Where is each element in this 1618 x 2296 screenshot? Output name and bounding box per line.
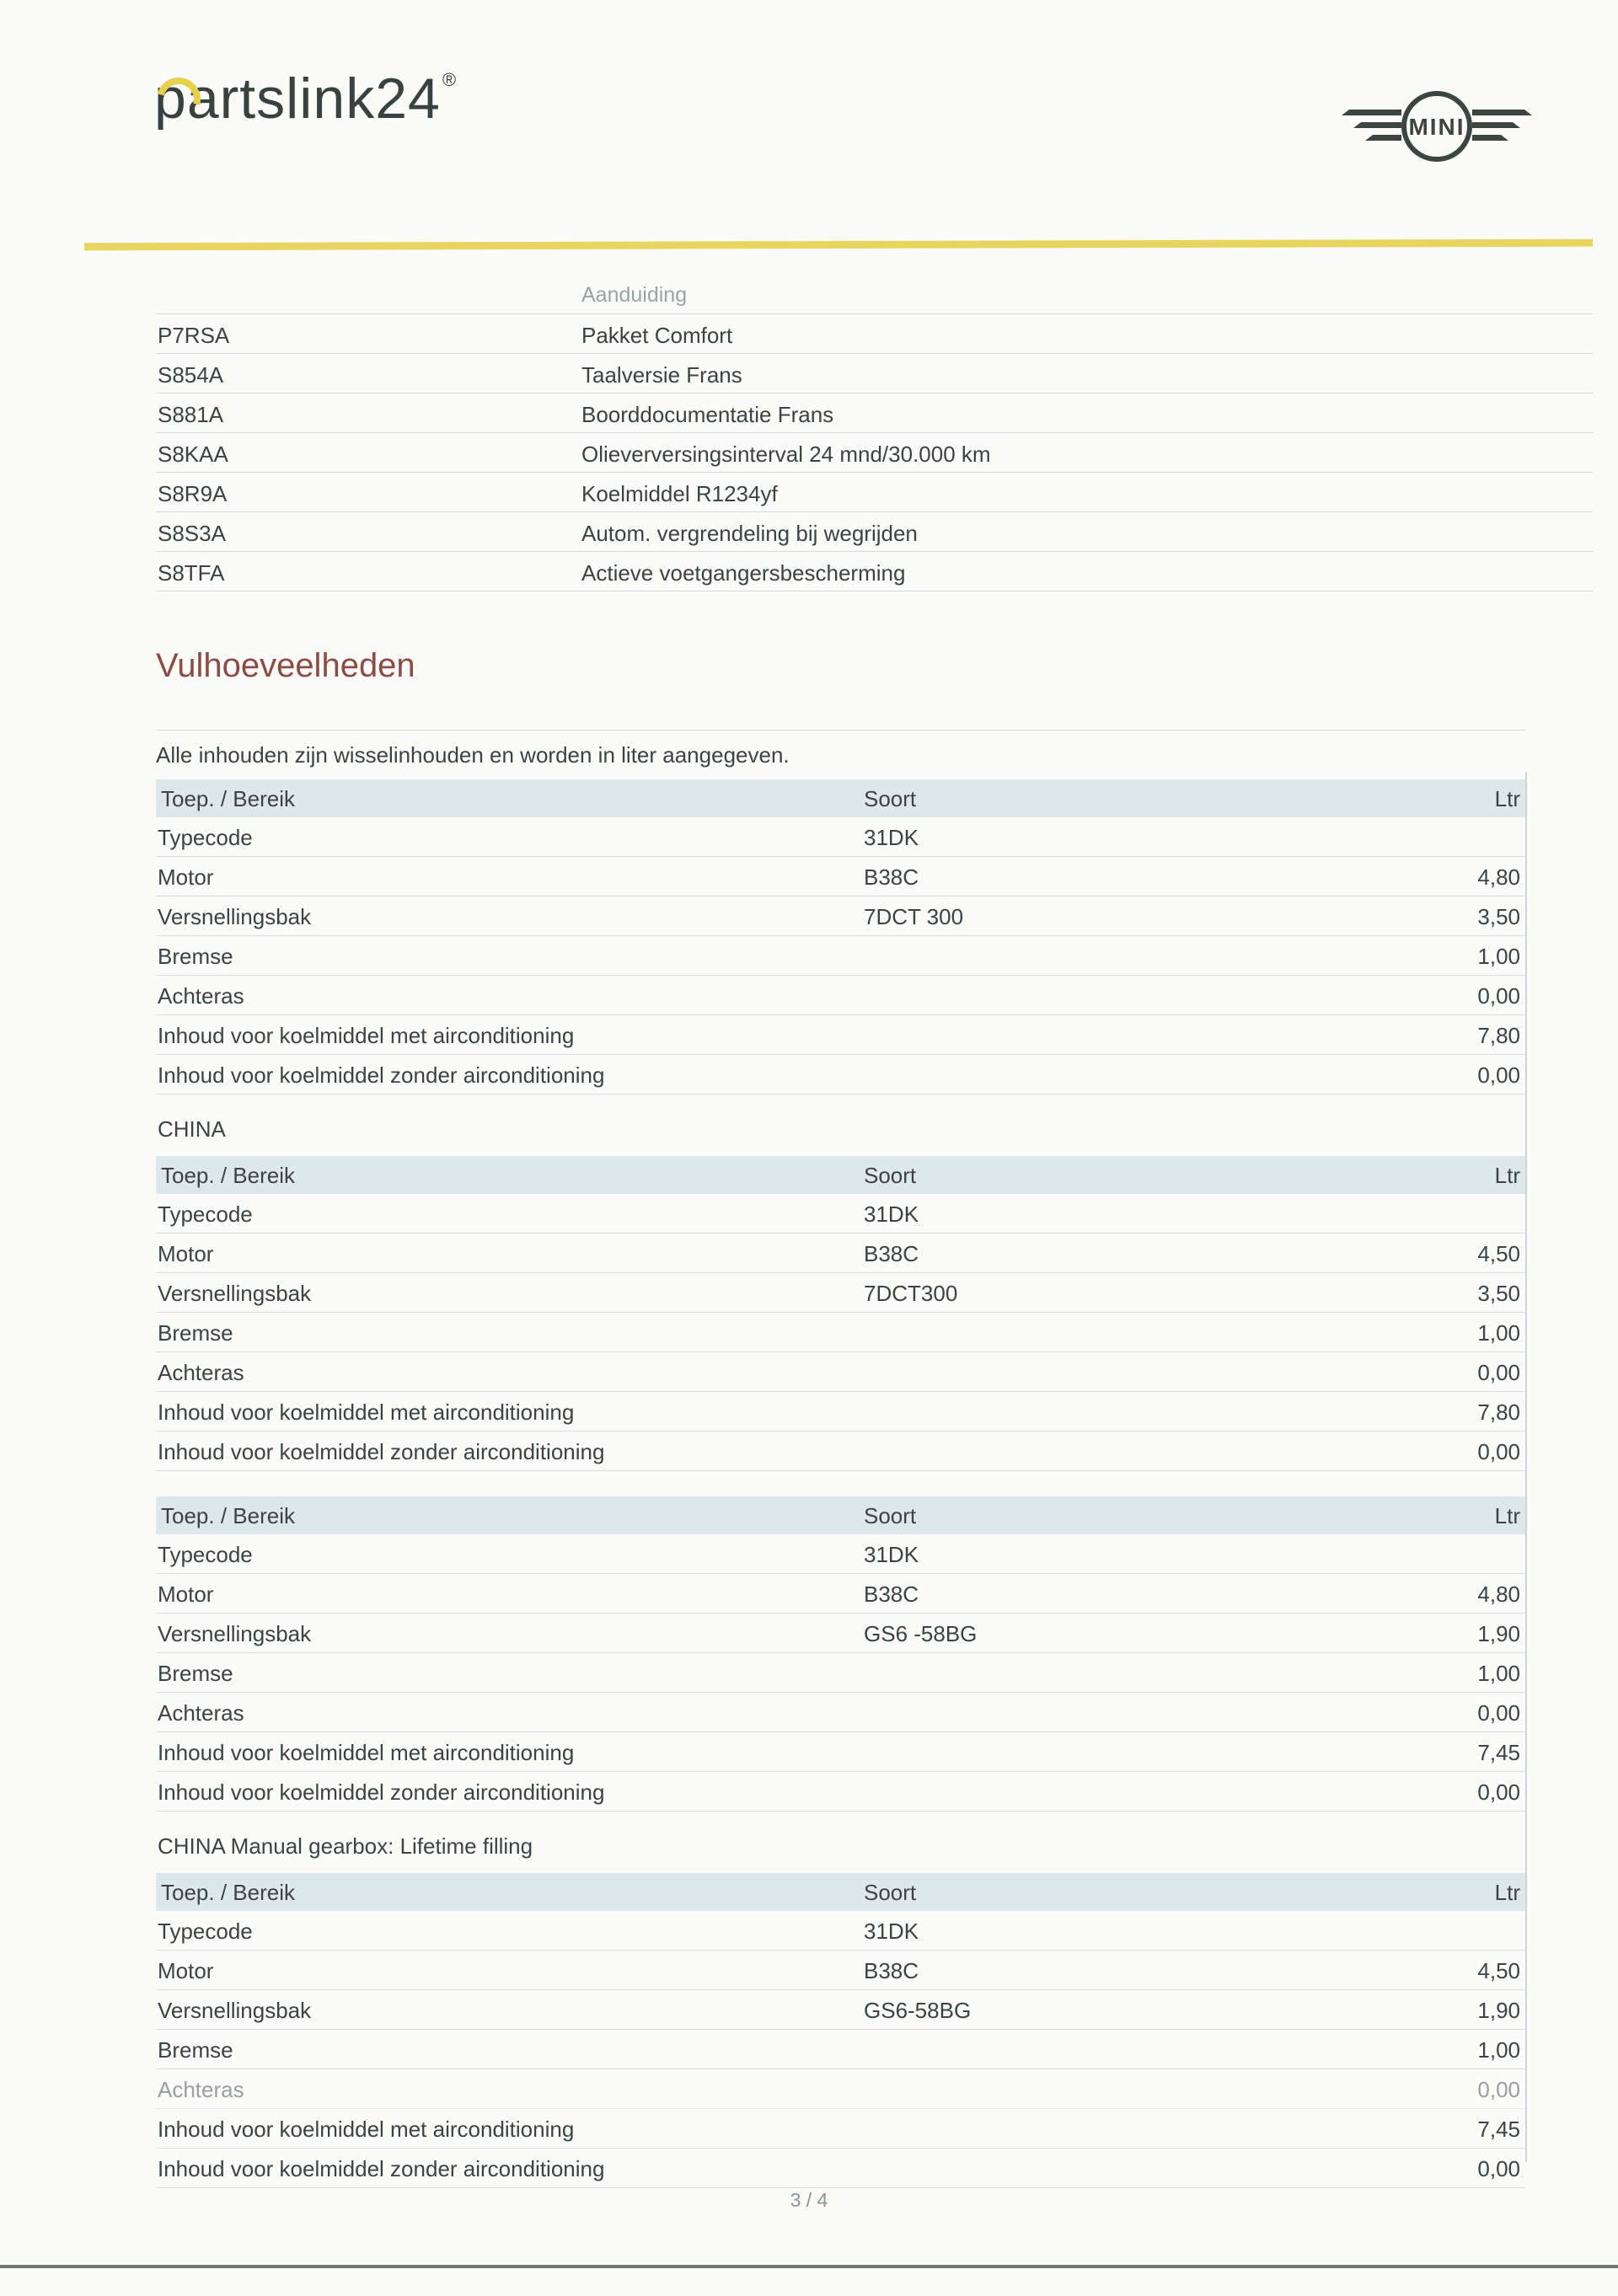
col-header-soort: Soort bbox=[864, 1880, 917, 1905]
table-spacer bbox=[156, 1471, 1593, 1496]
cell-toep: Bremse bbox=[158, 944, 233, 969]
option-code: S881A bbox=[158, 402, 224, 427]
table-section-label: CHINA Manual gearbox: Lifetime filling bbox=[158, 1833, 533, 1859]
option-description: Taalversie Frans bbox=[581, 362, 742, 388]
cell-toep: Achteras bbox=[158, 2077, 244, 2102]
table-row bbox=[156, 1352, 1525, 1392]
table-row bbox=[156, 896, 1525, 936]
cell-toep: Bremse bbox=[158, 1661, 233, 1686]
cell-toep: Motor bbox=[158, 1958, 214, 1983]
table-row bbox=[156, 1015, 1525, 1055]
cell-ltr: 3,50 bbox=[1477, 904, 1520, 929]
cell-toep: Typecode bbox=[158, 1919, 253, 1944]
cell-soort: 31DK bbox=[864, 825, 919, 850]
table-row bbox=[156, 1432, 1525, 1471]
table-row bbox=[156, 1911, 1525, 1951]
col-header-ltr: Ltr bbox=[1494, 786, 1520, 811]
cell-soort: 7DCT300 bbox=[864, 1281, 958, 1306]
cell-soort: GS6-58BG bbox=[864, 1998, 972, 2023]
cell-ltr: 0,00 bbox=[1477, 1062, 1520, 1088]
mini-logo-text: MINI bbox=[1408, 114, 1465, 140]
cell-soort: B38C bbox=[864, 1241, 919, 1266]
cell-ltr: 1,00 bbox=[1477, 1320, 1520, 1346]
cell-toep: Inhoud voor koelmiddel met airconditioning bbox=[158, 1023, 575, 1048]
option-code: S8R9A bbox=[158, 481, 228, 506]
option-description: Actieve voetgangersbescherming bbox=[581, 560, 906, 586]
option-codes-table bbox=[156, 278, 1593, 591]
cell-soort: B38C bbox=[864, 1582, 919, 1607]
table-row bbox=[156, 976, 1525, 1015]
option-description: Autom. vergrendeling bij wegrijden bbox=[581, 521, 918, 546]
col-header-soort: Soort bbox=[864, 1163, 917, 1188]
cell-toep: Inhoud voor koelmiddel zonder airconditioning bbox=[158, 1439, 605, 1464]
table-row bbox=[156, 1951, 1525, 1990]
table-row bbox=[156, 2069, 1525, 2109]
cell-ltr: 0,00 bbox=[1477, 2077, 1520, 2102]
cell-ltr: 7,80 bbox=[1477, 1023, 1520, 1048]
cell-ltr: 0,00 bbox=[1477, 2156, 1520, 2181]
cell-ltr: 7,80 bbox=[1477, 1400, 1520, 1425]
cell-toep: Versnellingsbak bbox=[158, 1621, 312, 1646]
cell-ltr: 7,45 bbox=[1477, 2117, 1520, 2142]
option-row bbox=[156, 354, 1593, 393]
header-divider bbox=[84, 239, 1593, 251]
table-row bbox=[156, 1990, 1525, 2030]
cell-ltr: 0,00 bbox=[1477, 1780, 1520, 1805]
option-row bbox=[156, 552, 1593, 591]
table-row bbox=[156, 1313, 1525, 1352]
col-header-toep: Toep. / Bereik bbox=[161, 1880, 295, 1905]
cell-soort: 31DK bbox=[864, 1919, 919, 1944]
table-row bbox=[156, 1392, 1525, 1432]
option-row bbox=[156, 433, 1593, 473]
table-row bbox=[156, 817, 1525, 857]
option-description: Pakket Comfort bbox=[581, 323, 733, 348]
table-row bbox=[156, 1653, 1525, 1693]
cell-soort: 7DCT 300 bbox=[864, 904, 964, 929]
cell-ltr: 4,50 bbox=[1477, 1958, 1520, 1983]
cell-ltr: 7,45 bbox=[1477, 1740, 1520, 1765]
cell-ltr: 0,00 bbox=[1477, 1360, 1520, 1385]
cell-toep: Versnellingsbak bbox=[158, 1998, 312, 2023]
page-number: 3 / 4 bbox=[790, 2189, 828, 2211]
col-header-toep: Toep. / Bereik bbox=[161, 1503, 295, 1528]
page-content bbox=[156, 278, 1593, 2188]
cell-soort: 31DK bbox=[864, 1202, 919, 1227]
mini-brand-logo bbox=[1336, 78, 1538, 179]
table-row bbox=[156, 2149, 1525, 2188]
option-description: Olieverversingsinterval 24 mnd/30.000 km bbox=[581, 442, 991, 467]
fill-table-header bbox=[156, 1496, 1525, 1534]
cell-toep: Motor bbox=[158, 1241, 214, 1266]
cell-toep: Typecode bbox=[158, 825, 253, 850]
fill-table-header bbox=[156, 1873, 1525, 1911]
option-description: Boorddocumentatie Frans bbox=[581, 402, 834, 427]
option-code: S8TFA bbox=[158, 560, 225, 586]
col-header-toep: Toep. / Bereik bbox=[161, 1163, 295, 1188]
option-description: Koelmiddel R1234yf bbox=[581, 481, 778, 506]
cell-soort: 31DK bbox=[864, 1542, 919, 1567]
table-row bbox=[156, 1534, 1525, 1574]
col-header-ltr: Ltr bbox=[1494, 1503, 1520, 1528]
section-note: Alle inhouden zijn wisselinhouden en worden in liter aangegeven. bbox=[156, 742, 790, 768]
cell-toep: Achteras bbox=[158, 1700, 244, 1726]
fill-table-2 bbox=[156, 1156, 1525, 1471]
cell-toep: Bremse bbox=[158, 2037, 233, 2063]
option-code: S8KAA bbox=[158, 442, 228, 467]
cell-toep: Versnellingsbak bbox=[158, 904, 312, 929]
cell-soort: B38C bbox=[864, 1958, 919, 1983]
cell-toep: Typecode bbox=[158, 1542, 253, 1567]
cell-ltr: 0,00 bbox=[1477, 1700, 1520, 1726]
fill-table-header bbox=[156, 1156, 1525, 1194]
table-row bbox=[156, 1614, 1525, 1653]
table-row bbox=[156, 857, 1525, 896]
table-row bbox=[156, 1772, 1525, 1812]
col-header-toep: Toep. / Bereik bbox=[161, 786, 295, 811]
cell-ltr: 1,90 bbox=[1477, 1621, 1520, 1646]
cell-soort: GS6 -58BG bbox=[864, 1621, 978, 1646]
page-title: Vulhoeveelheden bbox=[156, 647, 415, 684]
cell-ltr: 1,00 bbox=[1477, 944, 1520, 969]
option-table-header bbox=[156, 278, 1593, 314]
cell-ltr: 1,00 bbox=[1477, 1661, 1520, 1686]
table-row bbox=[156, 1693, 1525, 1732]
cell-toep: Typecode bbox=[158, 1202, 253, 1227]
cell-ltr: 1,00 bbox=[1477, 2037, 1520, 2063]
option-row bbox=[156, 473, 1593, 512]
cell-ltr: 3,50 bbox=[1477, 1281, 1520, 1306]
col-header-ltr: Ltr bbox=[1494, 1880, 1520, 1905]
table-row bbox=[156, 2109, 1525, 2149]
cell-toep: Motor bbox=[158, 1582, 214, 1607]
cell-toep: Achteras bbox=[158, 1360, 244, 1385]
cell-toep: Versnellingsbak bbox=[158, 1281, 312, 1306]
cell-soort: B38C bbox=[864, 864, 919, 890]
cell-ltr: 0,00 bbox=[1477, 983, 1520, 1009]
col-header-ltr: Ltr bbox=[1494, 1163, 1520, 1188]
cell-toep: Bremse bbox=[158, 1320, 233, 1346]
option-row bbox=[156, 512, 1593, 552]
col-header-soort: Soort bbox=[864, 1503, 917, 1528]
scan-edge-line bbox=[1525, 772, 1527, 2162]
option-code: P7RSA bbox=[158, 323, 230, 348]
table-row bbox=[156, 1273, 1525, 1313]
fill-table-3 bbox=[156, 1496, 1525, 1812]
option-code: S854A bbox=[158, 362, 224, 388]
cell-toep: Inhoud voor koelmiddel zonder airconditioning bbox=[158, 1062, 605, 1088]
table-row bbox=[156, 1194, 1525, 1234]
col-header-soort: Soort bbox=[864, 786, 917, 811]
option-code: S8S3A bbox=[158, 521, 226, 546]
table-row bbox=[156, 1732, 1525, 1772]
cell-toep: Motor bbox=[158, 864, 214, 890]
cell-ltr: 4,80 bbox=[1477, 864, 1520, 890]
fill-table-4 bbox=[156, 1873, 1525, 2188]
table-row bbox=[156, 2030, 1525, 2069]
table-row bbox=[156, 1574, 1525, 1614]
cell-toep: Achteras bbox=[158, 983, 244, 1009]
partslink24-logo bbox=[154, 66, 457, 131]
fill-table-1 bbox=[156, 779, 1525, 1094]
table-row bbox=[156, 936, 1525, 976]
cell-toep: Inhoud voor koelmiddel met airconditioning bbox=[158, 1400, 575, 1425]
cell-ltr: 1,90 bbox=[1477, 1998, 1520, 2023]
cell-ltr: 4,80 bbox=[1477, 1582, 1520, 1607]
table-section-label: CHINA bbox=[158, 1116, 226, 1142]
section-divider bbox=[156, 730, 1525, 731]
option-row bbox=[156, 393, 1593, 433]
cell-toep: Inhoud voor koelmiddel met airconditioning bbox=[158, 1740, 575, 1765]
fill-table-header bbox=[156, 779, 1525, 817]
option-column-header: Aanduiding bbox=[581, 283, 688, 307]
table-row bbox=[156, 1234, 1525, 1273]
cell-toep: Inhoud voor koelmiddel met airconditioning bbox=[158, 2117, 575, 2142]
cell-ltr: 4,50 bbox=[1477, 1241, 1520, 1266]
option-row bbox=[156, 314, 1593, 354]
table-row bbox=[156, 1055, 1525, 1094]
cell-toep: Inhoud voor koelmiddel zonder airconditioning bbox=[158, 1780, 605, 1805]
cell-toep: Inhoud voor koelmiddel zonder airconditioning bbox=[158, 2156, 605, 2181]
mini-wings-icon bbox=[1336, 78, 1538, 179]
logo-text: partslink24 bbox=[154, 67, 441, 131]
registered-mark: ® bbox=[442, 69, 458, 90]
cell-ltr: 0,00 bbox=[1477, 1439, 1520, 1464]
scan-bottom-edge bbox=[0, 2265, 1618, 2268]
